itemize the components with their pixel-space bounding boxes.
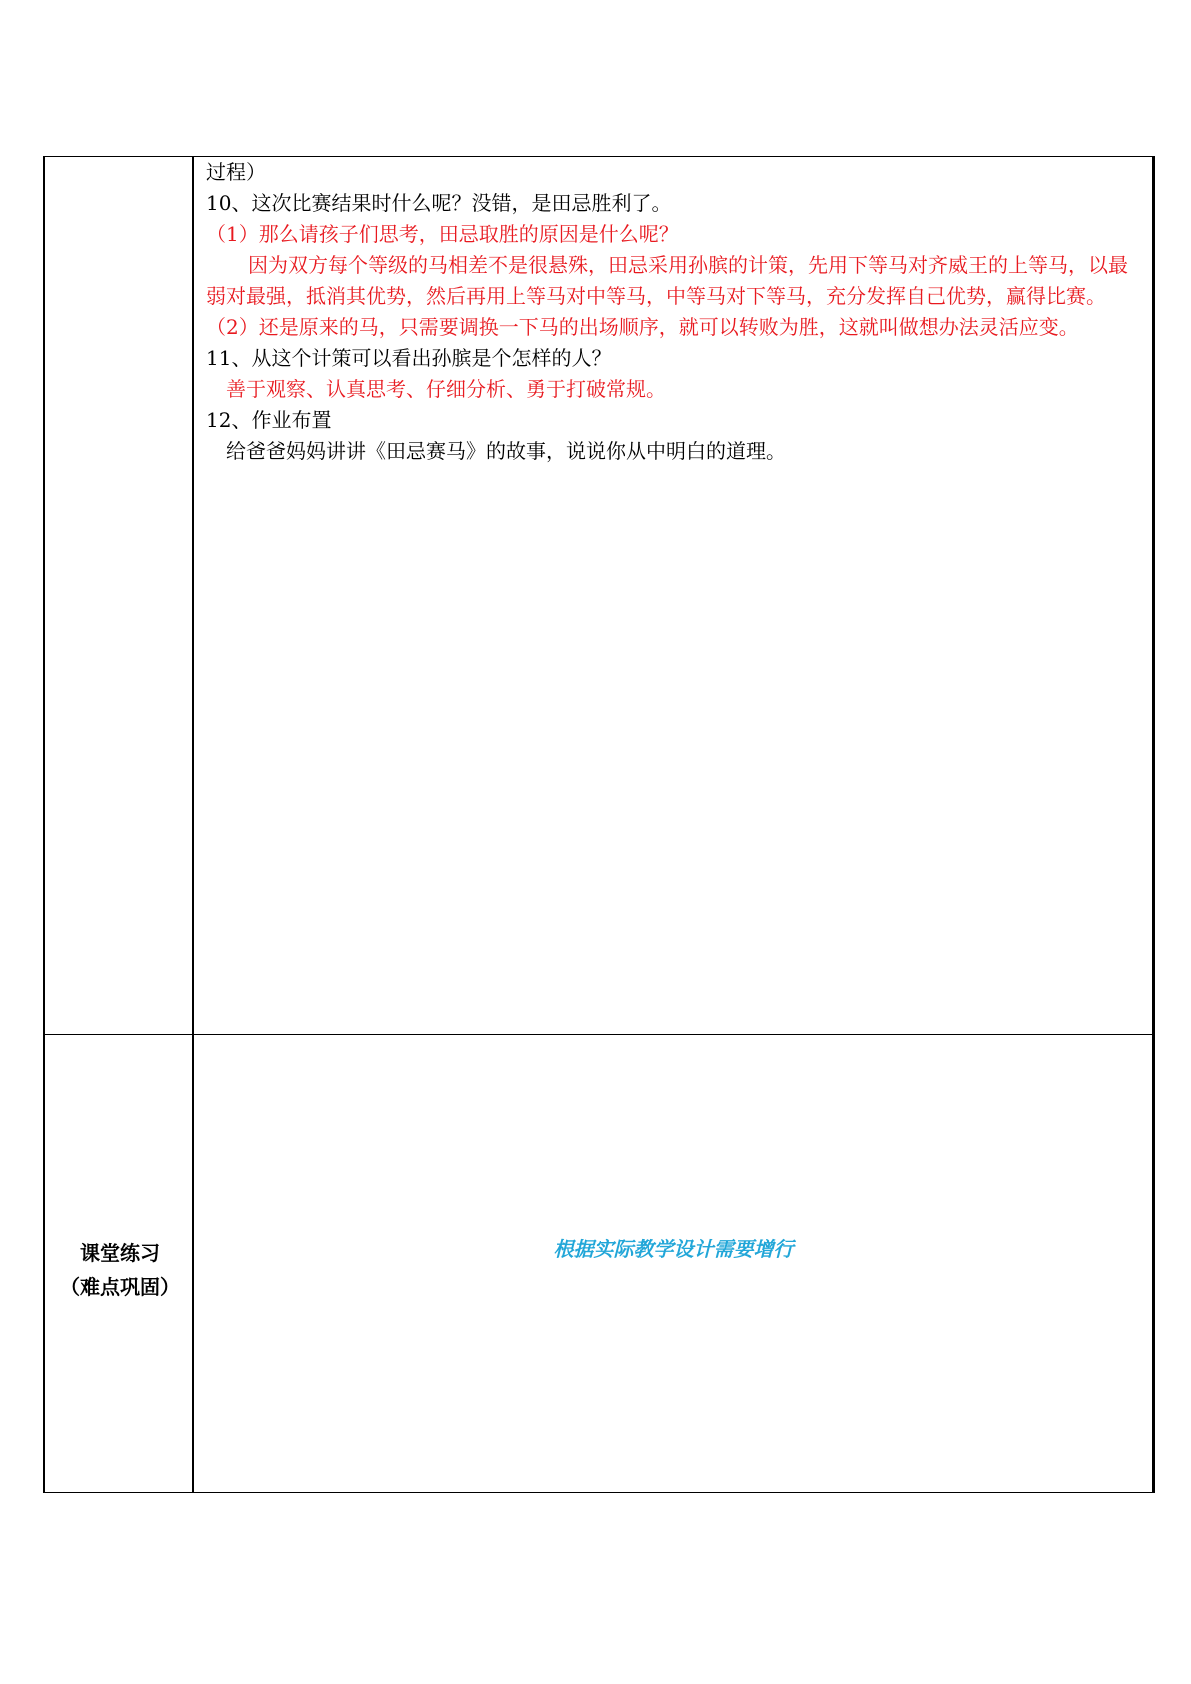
sub-point-2: （2）还是原来的马，只需要调换一下马的出场顺序，就可以转败为胜，这就叫做想办法灵活应变。 <box>206 315 1079 339</box>
row-divider <box>43 1034 1154 1035</box>
step-10-question: 10、这次比赛结果时什么呢？没错，是田忌胜利了。 <box>206 191 672 215</box>
table-bottom-border <box>43 1492 1154 1493</box>
step-12-homework-content: 给爸爸妈妈讲讲《田忌赛马》的故事，说说你从中明白的道理。 <box>226 439 786 463</box>
process-text-continued: 过程） <box>206 160 266 184</box>
teaching-process-cell <box>206 157 1141 467</box>
sub-question-1: （1）那么请孩子们思考，田忌取胜的原因是什么呢？ <box>206 222 679 246</box>
step-11-question: 11、从这个计策可以看出孙膑是个怎样的人？ <box>206 346 612 370</box>
step-11-answer: 善于观察、认真思考、仔细分析、勇于打破常规。 <box>226 377 666 401</box>
practice-placeholder-text: 根据实际教学设计需要增行 <box>553 1237 794 1261</box>
table-right-border <box>1152 156 1155 1493</box>
answer-reason: 因为双方每个等级的马相差不是很悬殊，田忌采用孙膑的计策，先用下等马对齐威王的上等马，以最弱对最强，抵消其优势，然后再用上等马对中等马，中等马对下等马，充分发挥自己优势，赢得比赛。 <box>206 253 1128 308</box>
practice-label: 课堂练习 <box>80 1241 160 1265</box>
table-left-border <box>43 156 45 1493</box>
practice-sublabel: （难点巩固） <box>60 1275 180 1299</box>
practice-label-cell <box>46 1236 194 1304</box>
step-12-homework-title: 12、作业布置 <box>206 408 332 432</box>
